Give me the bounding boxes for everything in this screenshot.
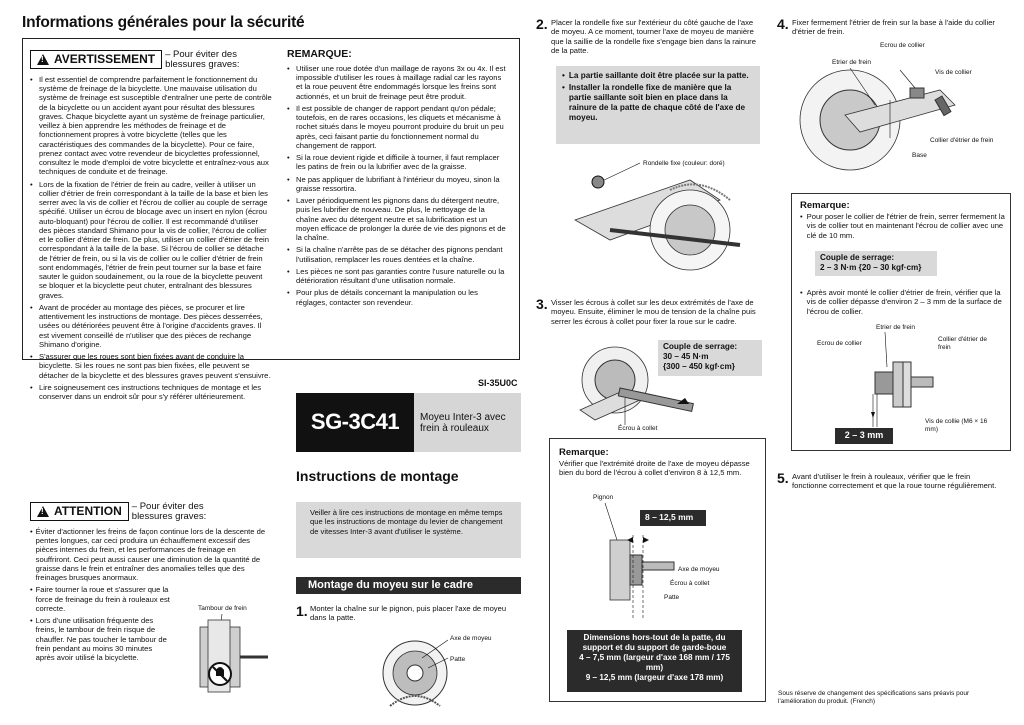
avertissement-item: • Avant de procéder au montage des pièces, se procurer et lire attentivement les instructions de montage. Des pièces desserrées, usées ou détériorées peuvent être à l'origine d'accidents graves. Il est vivement conseillé de n'utiliser que des pièces de rechange Shimano d'origine. xyxy=(30,303,272,349)
step2-note-0: La partie saillante doit être placée sur la patte. xyxy=(568,71,749,80)
avertissement-section xyxy=(30,50,275,404)
remarque-mid-dimension: 8 – 12,5 mm xyxy=(640,510,706,526)
step2-number: 2. xyxy=(536,16,548,32)
model-description: Moyeu Inter-3 avec frein à rouleaux xyxy=(420,411,506,434)
step2-illustration xyxy=(570,160,760,290)
step4-number: 4. xyxy=(777,16,789,32)
remarque-right-label-collier: Collier d'étrier de frein xyxy=(938,336,987,351)
remarque-mid-label-pignon: Pignon xyxy=(593,494,614,501)
footer-note: Sous réserve de changement des spécifications sans préavis pour l'amélioration du produit. (French) xyxy=(778,690,970,705)
page-title: Informations générales pour la sécurité xyxy=(22,14,305,31)
step4-label-base: Base xyxy=(912,152,927,159)
step4-label-etrier: Etrier de frein xyxy=(832,59,872,66)
remarque-item: • Il est possible de changer de rapport pendant qu'on pédale; toutefois, en de rares occasions, les cliquets et mécanisme à rochet situés dans le moyeu pourront produire du bruit un peu après, ceci faisant partie du fonctionnement normal du changement de rapport. xyxy=(287,104,509,150)
step2-label: Rondelle fixe (couleur: doré) xyxy=(643,160,725,167)
step4-text: Fixer fermement l'étrier de frein sur la base à l'aide du collier d'étrier de frein. xyxy=(792,18,995,37)
remarque-mid-label-axe: Axe de moyeu xyxy=(678,566,720,573)
remarque-mid-title: Remarque: xyxy=(559,447,609,458)
section-banner: Montage du moyeu sur le cadre xyxy=(296,577,521,594)
step3-illustration xyxy=(565,340,705,435)
attention-subtitle: – Pour éviter des blessures graves: xyxy=(131,501,207,522)
avertissement-subtitle: – Pour éviter des blessures graves: xyxy=(165,49,240,70)
step4-label-collier: Collier d'étrier de frein xyxy=(930,137,994,144)
avertissement-list xyxy=(30,75,272,402)
step5-text: Avant d'utiliser le frein à rouleaux, vérifier que le frein fonctionne correctement et que la roue tourne régulièrement. xyxy=(792,472,997,491)
remarque-right-item-1: • Pour poser le collier de l'étrier de frein, serrer fermement la vis de collier tout en maintenant l'écrou de collier avec une clé de 10 mm. xyxy=(800,212,1005,240)
warning-triangle-icon xyxy=(37,506,49,517)
avertissement-item: • Lors de la fixation de l'étrier de frein au cadre, veiller à utiliser un collier d'étrier de frein correspondant à la taille de la base et bien les serrer avec la vis de collier et l'écrou de collier au couple de serrage spécifié. Utiliser un écrou de blocage avec un insert en nylon (écrou auto-bloquant) pour l'écrou de collier. Il est recommandé d'utiliser des pièces standard Shimano pour la vis de collier, l'écrou de collier et le collier d'étrier de frein. De plus, utiliser un collier d'étrier de frein correspondant à la taille de la base. Si l'écrou de collier se détache de l'étrier de frein, ou si la vis de collier ou le collier d'étrier de frein sont endommagés, l'étrier de frein peut tourner sur la base et faire sauter le guidon soudainement, ou la roue de la bicyclette peuvent se bloquer et la bicyclette peut chuter, entraînant des blessures graves. xyxy=(30,180,272,300)
attention-item-2: • Lors d'une utilisation fréquente des freins, le tambour de frein risque de chauffer. Ne pas toucher le tambour de frein pendant au moins 30 minutes après avoir utilisé la bicyclette. xyxy=(30,616,167,663)
remarque-right-torque-title: Couple de serrage: xyxy=(820,253,895,262)
remarque-right-label-vis: Vis de collie (M6 × 16 mm) xyxy=(925,418,988,433)
step3-torque-value-1: {300 – 450 kgf·cm} xyxy=(663,362,735,371)
step3-number: 3. xyxy=(536,296,548,312)
step1-illustration xyxy=(370,628,520,718)
avertissement-badge xyxy=(30,50,162,69)
step4-label-ecrou: Ecrou de collier xyxy=(880,42,925,49)
remarque-item: • Pour plus de détails concernant la manipulation ou les réglages, contacter son revendeur. xyxy=(287,288,509,307)
remarque-right-torque xyxy=(815,251,937,276)
step1-text: Monter la chaîne sur le pignon, puis placer l'axe de moyeu dans la patte. xyxy=(310,604,507,623)
step3-label: Écrou à collet xyxy=(618,425,658,432)
dims-line-1: 4 – 7,5 mm (largeur d'axe 168 mm / 175 mm) xyxy=(579,653,730,672)
remarque-right-illustration xyxy=(855,332,945,432)
step5-number: 5. xyxy=(777,470,789,486)
remarque-right-title: Remarque: xyxy=(800,200,850,211)
model-name: SG-3C41 xyxy=(296,393,414,452)
attention-badge xyxy=(30,502,129,521)
attention-label: ATTENTION xyxy=(54,504,122,518)
step4-illustration xyxy=(790,60,990,185)
remarque-mid-label-ecrou: Écrou à collet xyxy=(670,580,710,587)
remarque-mid-illustration xyxy=(585,500,695,625)
doc-code: SI-35U0C xyxy=(478,378,518,388)
remarque-list xyxy=(287,64,509,307)
warning-triangle-icon xyxy=(37,54,49,65)
step4-label-vis: Vis de collier xyxy=(935,69,972,76)
dims-box xyxy=(567,630,742,692)
remarque-mid-text: Vérifier que l'extrémité droite de l'axe de moyeu dépasse bien du bord de l'écrou à collet d'environ 8 à 12,5 mm. xyxy=(559,459,750,478)
attention-item-1: • Faire tourner la roue et s'assurer que la force de freinage du frein à rouleaux est correcte. xyxy=(30,585,170,613)
remarque-item: • Utiliser une roue dotée d'un maillage de rayons 3x ou 4x. Il est impossible d'utiliser les roues à maillage radial car les rayons et la roue peuvent être endommagés lorsque les freins sont actionnés, et un bruit de freinage peut être produit. xyxy=(287,64,509,101)
step2-notes: • La partie saillante doit être placée sur la patte. • Installer la rondelle fixe de manière que la partie saillante soit bien en place dans la rainure de la patte de chaque côté de l'axe de moyeu. xyxy=(556,66,760,144)
step3-torque-title: Couple de serrage: xyxy=(663,342,738,351)
step2-note-1: Installer la rondelle fixe de manière que la partie saillante soit bien en place dans la rainure de la patte de chaque côté de l'axe de moyeu. xyxy=(568,83,746,122)
step1-label-axe: Axe de moyeu xyxy=(450,635,492,642)
remarque-right-label-etrier: Etrier de frein xyxy=(876,324,916,331)
remarque-title: REMARQUE: xyxy=(287,48,352,60)
instructions-notice: Veiller à lire ces instructions de montage en même temps que les instructions de montage du levier de changement de vitesses Inter-3 avant d'utiliser le système. xyxy=(296,502,521,558)
remarque-right-dimension: 2 – 3 mm xyxy=(835,428,893,444)
step3-text: Visser les écrous à collet sur les deux extrémités de l'axe de moyeu. Ensuite, éliminer le mou de tension de la chaîne puis serrer les écrous à collet pour fixer la roue sur le cadre. xyxy=(551,298,756,326)
remarque-right-torque-value: 2 – 3 N·m {20 – 30 kgf·cm} xyxy=(820,263,922,272)
step1-label-patte: Patte xyxy=(450,656,466,663)
remarque-mid-label-patte: Patte xyxy=(664,594,680,601)
dims-line-2: 9 – 12,5 mm (largeur d'axe 178 mm) xyxy=(585,673,724,682)
remarque-section xyxy=(287,48,509,310)
avertissement-item: • Il est essentiel de comprendre parfaitement le fonctionnement du système de freinage de la bicyclette. Une mauvaise utilisation du système de freinage est susceptible d'entraîner une perte de contrôle de la bicyclette ou un accident ayant pour résultat des blessures graves. Chaque bicyclette ayant un système de freinage particulier, veillez à bien apprendre les méthodes de freinage et de fonctionnement propres à votre bicyclette (telles que les caractéristiques des commandes de la bicyclette). Pour ce faire, prenez contact avec votre revendeur de bicyclettes professionnel, consultez le mode d'emploi de votre bicyclette et entraînez-vous aux techniques de conduite et de freinage. xyxy=(30,75,272,177)
remarque-right-item-2: • Après avoir monté le collier d'étrier de frein, vérifier que la vis de collier dépasse d'environ 2 – 3 mm de la surface de l'écrou de collier. xyxy=(800,288,1002,316)
avertissement-item: • Lire soigneusement ces instructions techniques de montage et les conserver dans un endroit sûr pour s'y référer ultérieurement. xyxy=(30,383,272,402)
remarque-item: • Si la roue devient rigide et difficile à tourner, il faut remplacer les patins de frein ou la lubrifier avec de la graisse. xyxy=(287,153,509,172)
remarque-item: • Les pièces ne sont pas garanties contre l'usure naturelle ou la détérioration résultant d'une utilisation normale. xyxy=(287,267,509,286)
avertissement-item: • S'assurer que les roues sont bien fixées avant de conduire la bicyclette. Si les roues ne sont pas bien fixées, elle peuvent se détacher de la bicyclette et des blessures graves peuvent s'ensuivre. xyxy=(30,352,272,380)
drum-label: Tambour de frein xyxy=(198,605,247,612)
attention-item-0: • Éviter d'actionner les freins de façon continue lors de la descente de pentes longues, car ceci produira un échauffement excessif des pièces internes du frein, et les performances de freinage en souffriront. Ceci peut aussi causer une diminution de la quantité de graisse dans le frein et entraîner des anomalies telles que des freinages brusques anormaux. xyxy=(30,526,266,583)
brake-drum-illustration xyxy=(180,612,270,697)
step2-text: Placer la rondelle fixe sur l'extérieur du côté gauche de l'axe de moyeu. A ce moment, tourner l'axe de moyeu de manière que la saillie de la rondelle fixe s'engage bien dans la rainure de la patte. xyxy=(551,18,756,55)
dims-title: Dimensions hors-tout de la patte, du support et du support de garde-boue xyxy=(582,633,727,652)
step1-number: 1. xyxy=(296,603,308,619)
avertissement-label: AVERTISSEMENT xyxy=(54,52,156,66)
instructions-title: Instructions de montage xyxy=(296,468,459,484)
step3-torque-value-0: 30 – 45 N·m xyxy=(663,352,709,361)
remarque-item: • Ne pas appliquer de lubrifiant à l'intérieur du moyeu, sinon la graisse ressortira. xyxy=(287,175,509,194)
remarque-item: • Laver périodiquement les pignons dans du détergent neutre, puis les lubrifier de nouveau. De plus, le nettoyage de la chaîne avec du détergent neutre et sa lubrification est un moyen efficace de prolonger la durée de vie des pignons et de la chaîne. xyxy=(287,196,509,242)
model-bar xyxy=(296,393,521,452)
remarque-right-label-ecrou: Ecrou de collier xyxy=(817,340,862,347)
remarque-item: • Si la chaîne n'arrête pas de se détacher des pignons pendant l'utilisation, remplacer les roues dentées et la chaîne. xyxy=(287,245,509,264)
